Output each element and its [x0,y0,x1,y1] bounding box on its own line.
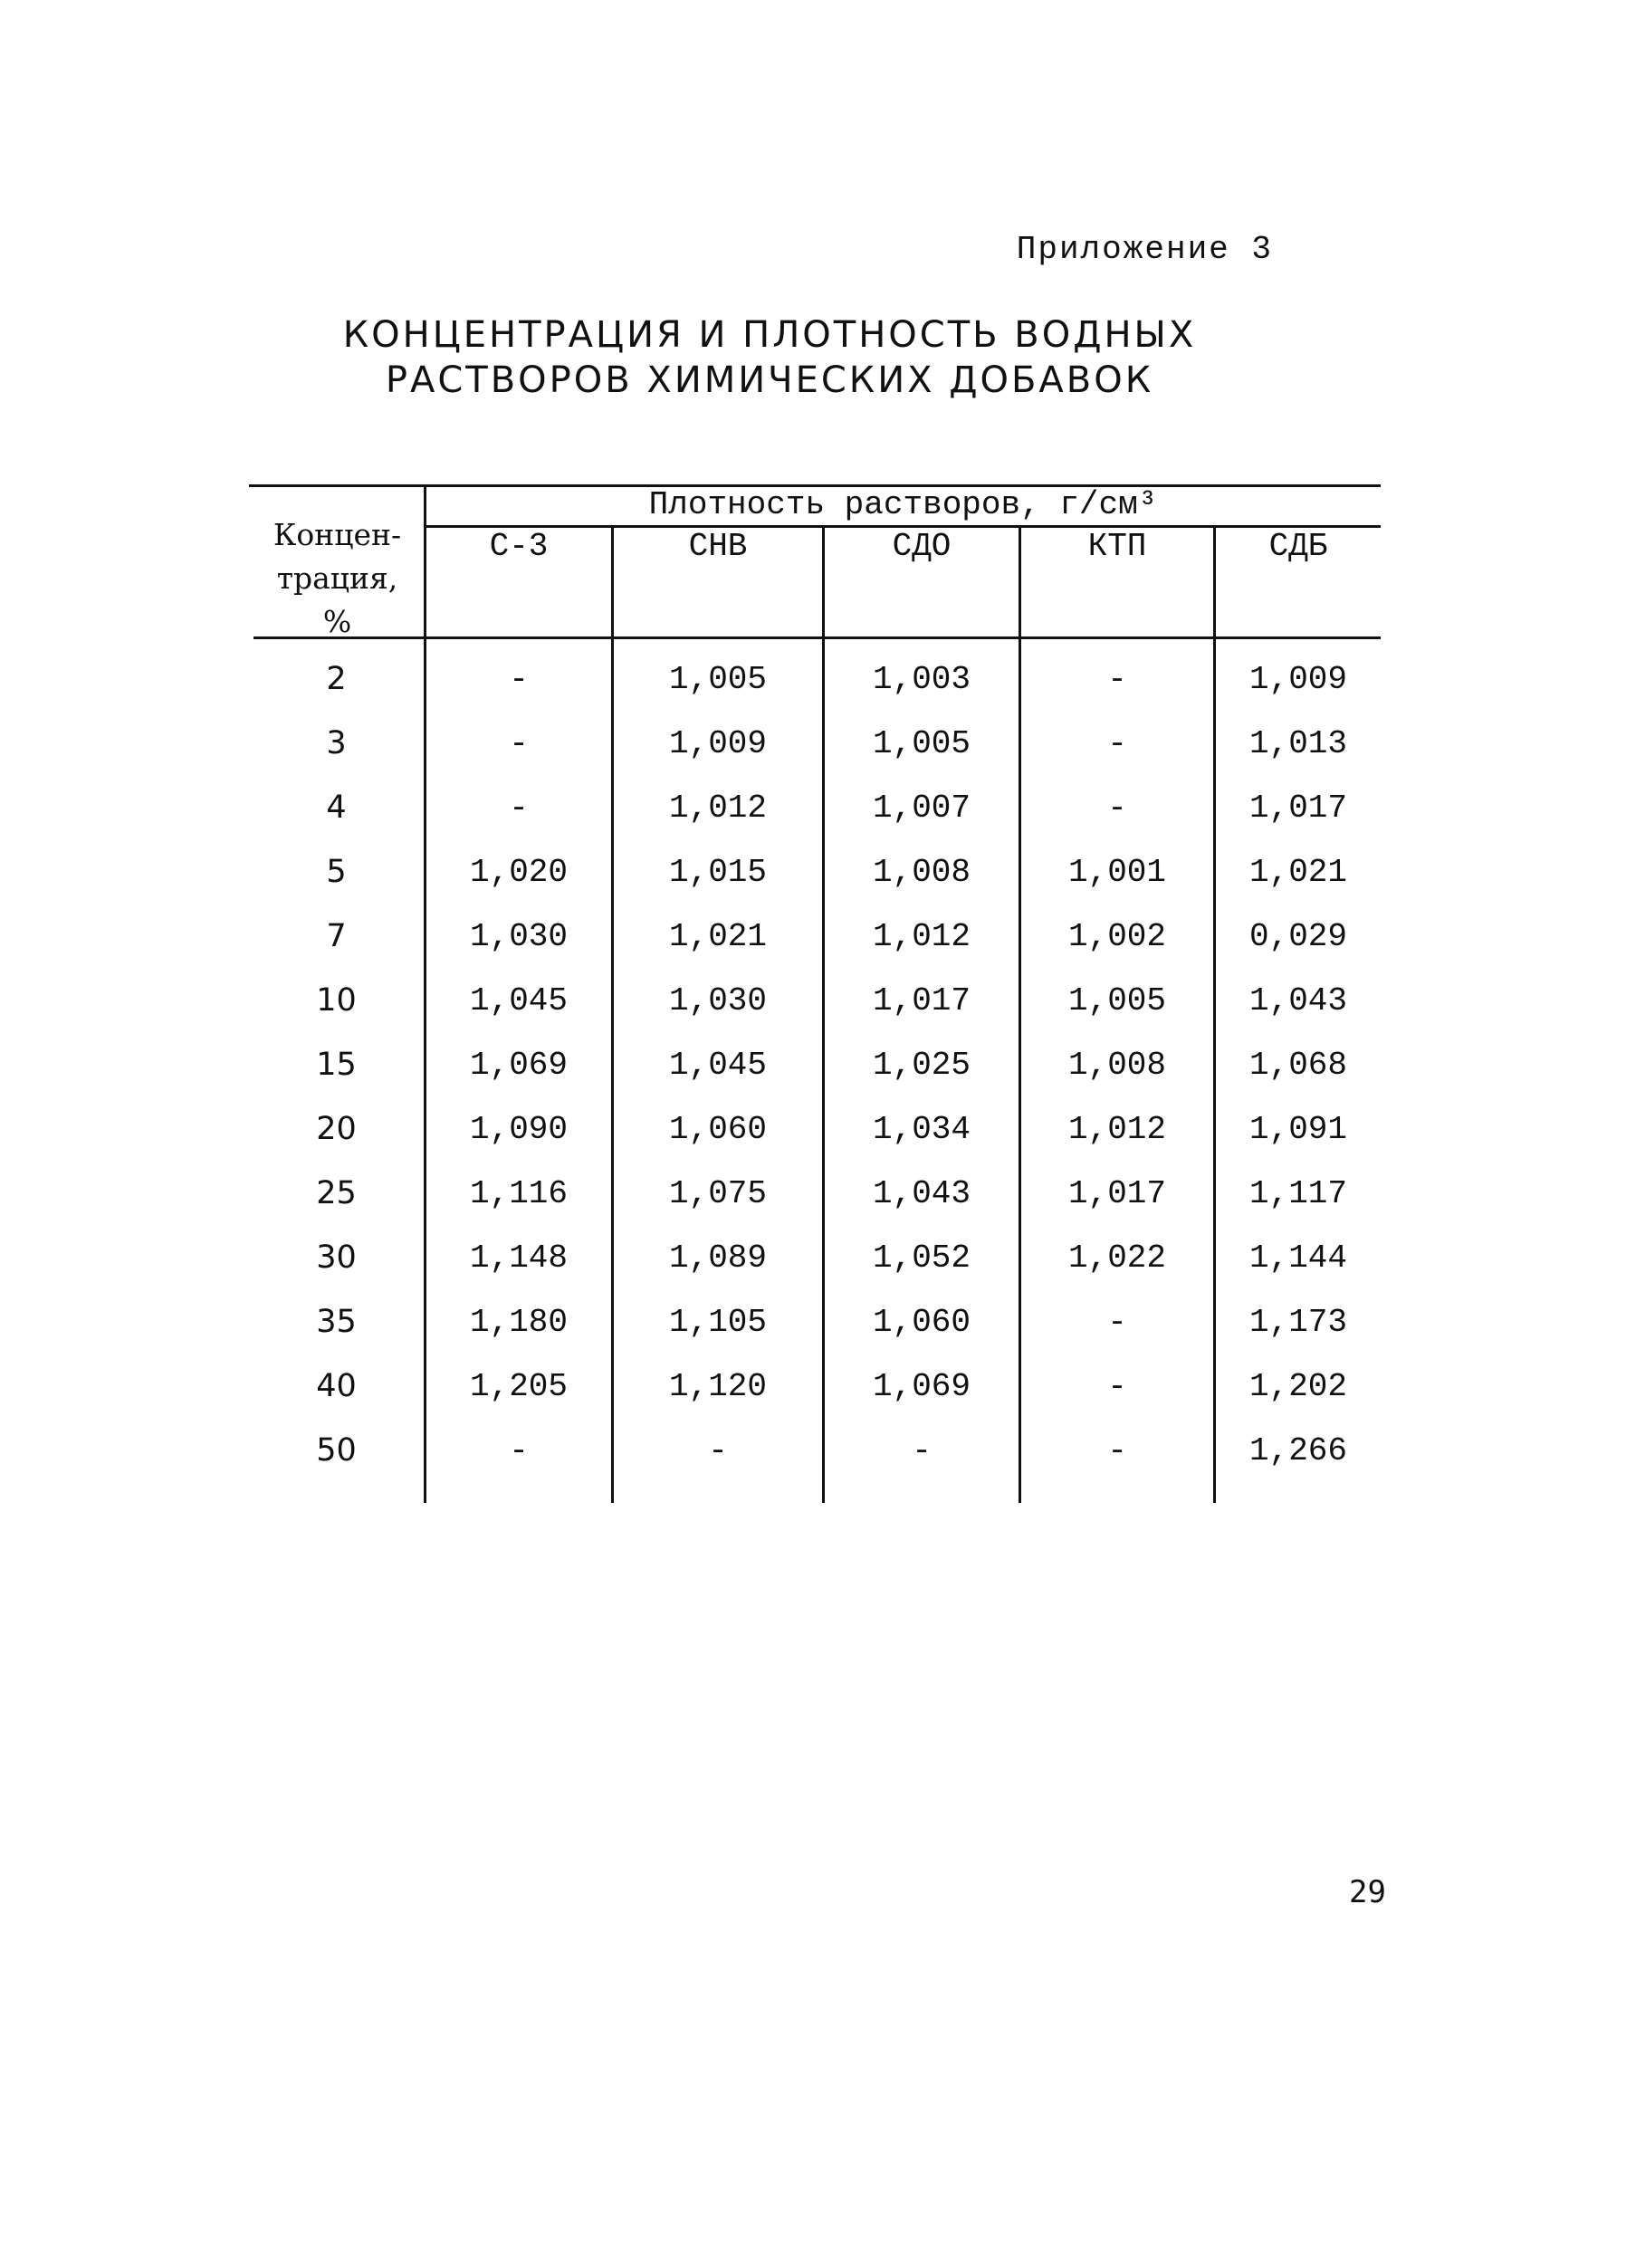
snv-cell: 1,075 [668,1175,768,1212]
c3-cell: - [509,789,529,827]
concentration-header [249,513,426,644]
sdb-cell: 1,068 [1248,1047,1348,1084]
sdb-cell: 1,091 [1248,1111,1348,1148]
c3-cell: - [509,725,529,762]
snv-cell: 1,030 [668,982,768,1019]
snv-cell: 1,060 [668,1111,768,1148]
sdb-cell: 1,266 [1248,1432,1348,1469]
ktp-cell: 1,002 [1067,918,1167,955]
concentration-header-line-1: Концен- [273,517,402,552]
sdb-cell: 1,013 [1248,725,1348,762]
table-row [249,1162,1381,1226]
c3-cell: 1,148 [469,1239,569,1277]
table-row [249,1419,1381,1483]
c3-cell: 1,180 [469,1304,569,1341]
ktp-cell: 1,008 [1067,1047,1167,1084]
column-header-snv: СНВ [688,528,748,565]
concentration-cell: 3 [326,725,347,761]
sdb-cell: 1,017 [1248,789,1348,827]
snv-cell: 1,120 [668,1368,768,1405]
sdb-cell: 0,029 [1248,918,1348,955]
c3-cell: - [509,661,529,698]
sdb-cell: 1,043 [1248,982,1348,1019]
ktp-cell: - [1107,661,1127,698]
concentration-cell: 7 [326,918,347,954]
concentration-cell: 25 [316,1175,357,1211]
sdo-cell: 1,069 [872,1368,971,1405]
sdo-cell: 1,003 [872,661,971,698]
concentration-header-line-2: трация, [276,560,398,596]
sdb-cell: 1,144 [1248,1239,1348,1277]
concentration-cell: 50 [316,1432,357,1469]
sdo-cell: 1,005 [872,725,971,762]
column-header-ktp: КТП [1087,528,1147,565]
sdb-cell: 1,173 [1248,1304,1348,1341]
concentration-cell: 20 [316,1111,357,1147]
sdo-cell: 1,025 [872,1047,971,1084]
ktp-cell: 1,022 [1067,1239,1167,1277]
table-row [249,904,1381,969]
table-row [249,1226,1381,1290]
concentration-cell: 4 [326,789,347,826]
snv-cell: 1,005 [668,661,768,698]
table-row [249,1097,1381,1162]
column-header-sdo: СДО [892,528,952,565]
table-row [249,776,1381,840]
snv-cell: 1,021 [668,918,768,955]
ktp-cell: 1,001 [1067,854,1167,891]
ktp-cell: 1,017 [1067,1175,1167,1212]
table-row [249,647,1381,712]
ktp-cell: - [1107,725,1127,762]
snv-cell: 1,009 [668,725,768,762]
c3-cell: 1,116 [469,1175,569,1212]
document-title-line-2: РАСТВОРОВ ХИМИЧЕСКИХ ДОБАВОК [385,359,1154,401]
concentration-cell: 15 [316,1047,357,1083]
c3-cell: 1,090 [469,1111,569,1148]
page-number: 29 [1349,1874,1386,1910]
concentration-cell: 2 [326,661,347,697]
ktp-cell: - [1107,1368,1127,1405]
appendix-label: Приложение 3 [1016,231,1273,268]
sdo-cell: 1,012 [872,918,971,955]
concentration-cell: 10 [316,982,357,1019]
sdo-cell: 1,007 [872,789,971,827]
snv-cell: - [708,1432,728,1469]
sdo-cell: 1,052 [872,1239,971,1277]
concentration-cell: 40 [316,1368,357,1404]
concentration-cell: 5 [326,854,347,890]
concentration-cell: 30 [316,1239,357,1276]
c3-cell: - [509,1432,529,1469]
c3-cell: 1,045 [469,982,569,1019]
snv-cell: 1,105 [668,1304,768,1341]
sdo-cell: - [912,1432,932,1469]
snv-cell: 1,015 [668,854,768,891]
sdo-cell: 1,043 [872,1175,971,1212]
sdb-cell: 1,009 [1248,661,1348,698]
sdo-cell: 1,034 [872,1111,971,1148]
c3-cell: 1,020 [469,854,569,891]
density-group-header: Плотность растворов, г/см³ [648,486,1158,523]
concentration-header-line-3: % [322,604,352,639]
snv-cell: 1,089 [668,1239,768,1277]
ktp-cell: - [1107,1432,1127,1469]
column-header-c3: С-3 [489,528,549,565]
sdo-cell: 1,017 [872,982,971,1019]
document-title-line-1: КОНЦЕНТРАЦИЯ И ПЛОТНОСТЬ ВОДНЫХ [342,314,1197,356]
ktp-cell: - [1107,1304,1127,1341]
table-row [249,1033,1381,1097]
sdo-cell: 1,060 [872,1304,971,1341]
c3-cell: 1,069 [469,1047,569,1084]
sdb-cell: 1,021 [1248,854,1348,891]
sdb-cell: 1,202 [1248,1368,1348,1405]
table-row [249,1290,1381,1354]
concentration-cell: 35 [316,1304,357,1340]
table-row [249,712,1381,776]
sdb-cell: 1,117 [1248,1175,1348,1212]
column-header-sdb: СДБ [1268,528,1328,565]
density-table [249,484,1381,1512]
ktp-cell: - [1107,789,1127,827]
c3-cell: 1,205 [469,1368,569,1405]
c3-cell: 1,030 [469,918,569,955]
snv-cell: 1,045 [668,1047,768,1084]
table-row [249,969,1381,1033]
ktp-cell: 1,005 [1067,982,1167,1019]
snv-cell: 1,012 [668,789,768,827]
table-row [249,1354,1381,1419]
table-row [249,840,1381,904]
ktp-cell: 1,012 [1067,1111,1167,1148]
sdo-cell: 1,008 [872,854,971,891]
